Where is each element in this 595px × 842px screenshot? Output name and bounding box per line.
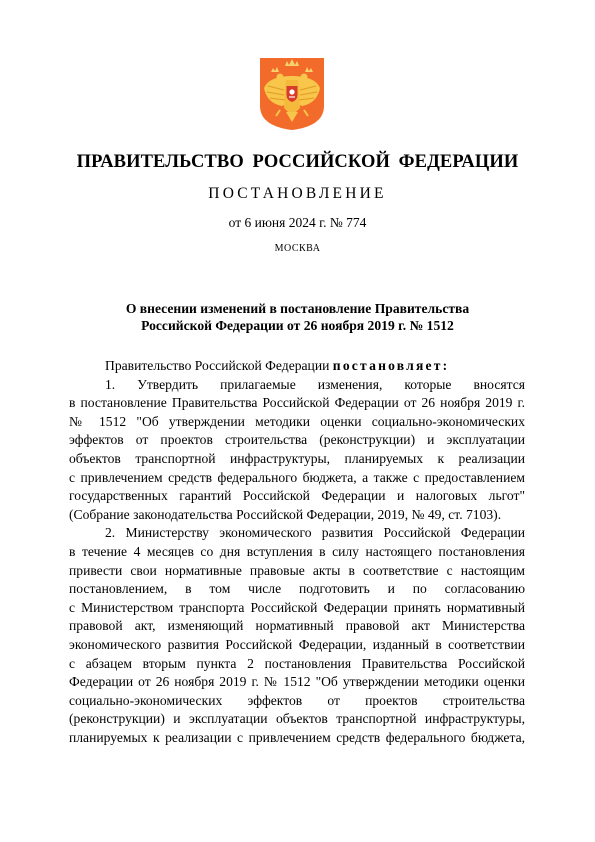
subject-line-1: О внесении изменений в постановление Правительства: [125, 301, 470, 316]
body-line: (Собрание законодательства Российской Федерации, 2019, № 49, ст. 7103).: [69, 506, 502, 522]
decree-city: МОСКВА: [274, 243, 321, 254]
body-line: № 1512 "Об утверждении методики оценки социально-экономических: [69, 413, 525, 429]
intro-line: [69, 357, 525, 376]
subject-line-2: Российской Федерации от 26 ноября 2019 г. № 1512: [141, 317, 454, 333]
coat-of-arms-icon: [258, 56, 326, 132]
body-line: с Министерством транспорта Российской Федерации принять нормативный: [69, 599, 525, 615]
body-line: 1. Утвердить прилагаемые изменения, которые вносятся: [105, 376, 525, 392]
body-line: с абзацем вторым пункта 2 постановления Правительства Российской: [69, 655, 525, 671]
body-line: объектов транспортной инфраструктуры, планируемых к реализации: [69, 450, 525, 466]
decree-date-number: от 6 июня 2024 г. № 774: [228, 215, 367, 230]
body-line: государственных гарантий Российской Федерации и налоговых льгот": [69, 488, 525, 504]
body-line: с привлечением средств федерального бюджета, а также с предоставлением: [69, 469, 525, 485]
document-type: ПОСТАНОВЛЕНИЕ: [208, 185, 387, 202]
body-line: правовой акт, изменяющий нормативный правовой акт Министерства: [69, 618, 525, 634]
body-line: 2. Министерству экономического развития Российской Федерации: [105, 525, 525, 541]
body-line: (реконструкции) и эксплуатации объектов транспортной инфраструктуры,: [69, 711, 525, 727]
intro-text: Правительство Российской Федерации: [105, 358, 333, 373]
body-line: социально-экономических эффектов от проектов строительства: [69, 692, 525, 708]
body-line: эффектов от проектов строительства (реконструкции) и эксплуатации: [69, 432, 525, 448]
body-line: Федерации от 26 ноября 2019 г. № 1512 "Об утверждении методики оценки: [69, 674, 525, 690]
body-line: в течение 4 месяцев со дня вступления в силу настоящего постановления: [69, 543, 525, 559]
body-line: экономического развития Российской Федерации, изданный в соответствии: [69, 636, 525, 652]
body-line: постановлением, в том числе подготовить и по согласованию: [69, 581, 525, 597]
decree-subject: [100, 301, 495, 335]
body-line: привести свои нормативные правовые акты в соответствие с настоящим: [69, 562, 525, 578]
body-line: планируемых к реализации с привлечением средств федерального бюджета,: [69, 729, 525, 745]
government-title: ПРАВИТЕЛЬСТВО РОССИЙСКОЙ ФЕДЕРАЦИИ: [76, 152, 519, 172]
coat-of-arms-graphic: [258, 56, 326, 132]
intro-verb: постановляет:: [332, 358, 450, 373]
decree-body: [69, 357, 525, 747]
body-line: в постановление Правительства Российской Федерации от 26 ноября 2019 г.: [69, 395, 525, 411]
